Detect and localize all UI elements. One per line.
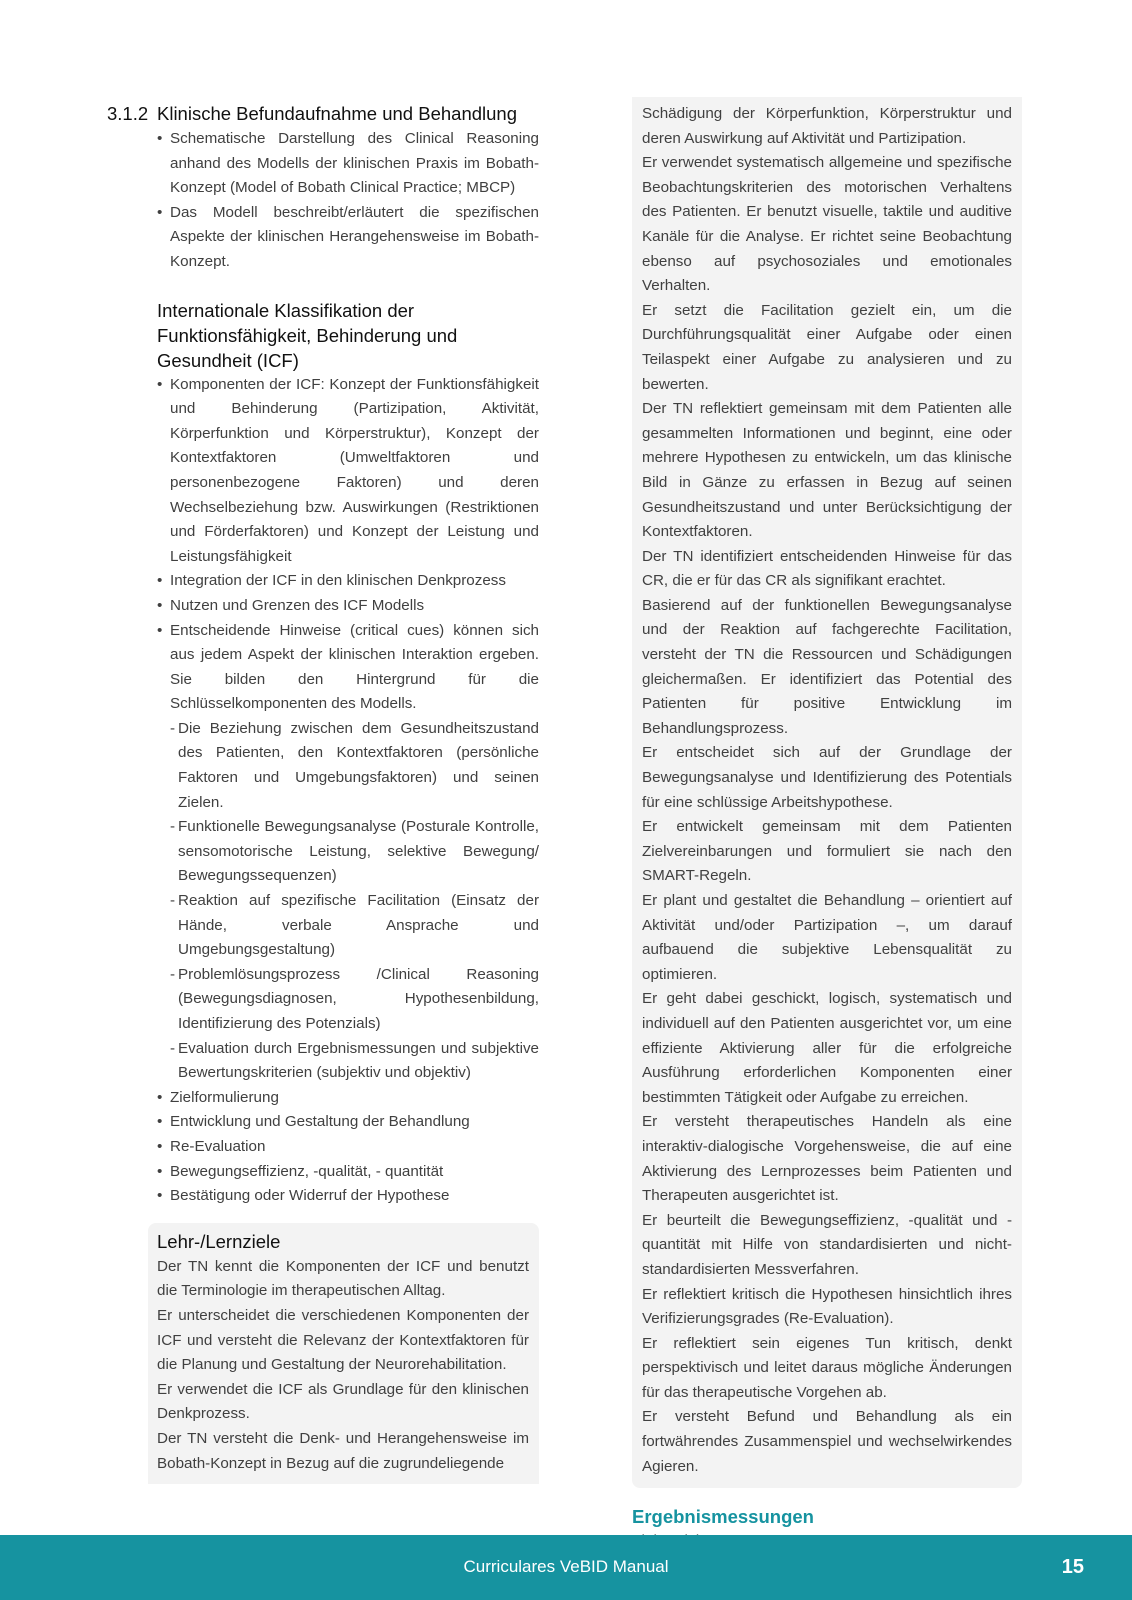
list-item: • Integration der ICF in den klinischen Denkprozess xyxy=(157,569,539,594)
page-number: 15 xyxy=(1061,1556,1084,1578)
goal-paragraph: Der TN identifiziert entscheidenden Hinweise für das CR, die er für das CR als signifikant erachtet. xyxy=(642,547,1012,590)
sub-list-item: - Funktionelle Bewegungsanalyse (Posturale Kontrolle, sensomotorische Leistung, selektive Bewegung/ Bewegungssequenzen) xyxy=(157,815,539,889)
list-item: • Entwicklung und Gestaltung der Behandlung xyxy=(157,1110,539,1135)
icf-list xyxy=(157,373,539,717)
goal-paragraph: Der TN versteht die Denk- und Herangehensweise im Bobath-Konzept in Bezug auf die zugrundeliegende xyxy=(157,1429,529,1472)
section-title: Klinische Befundaufnahme und Behandlung xyxy=(157,103,518,124)
list-item: • Nutzen und Grenzen des ICF Modells xyxy=(157,594,539,619)
sub-list-item: - Reaktion auf spezifische Facilitation (Einsatz der Hände, verbale Ansprache und Umgebungsgestaltung) xyxy=(157,889,539,963)
sub-list-item: - Evaluation durch Ergebnismessungen und subjektive Bewertungskriterien (subjektiv und objektiv) xyxy=(157,1037,539,1086)
section-number: 3.1.2 xyxy=(107,103,149,124)
cue-sublist xyxy=(157,717,539,1086)
goal-paragraph: Der TN kennt die Komponenten der ICF und benutzt die Terminologie im therapeutischen Alltag. xyxy=(157,1257,529,1300)
goal-paragraph: Er verwendet systematisch allgemeine und spezifische Beobachtungskriterien des motorischen Verhaltens des Patienten. Er benutzt visuelle, taktile und auditive Kanäle für die Analyse. Er richtet seine Beobachtung ebenso auf psychosoziales und emotionales Verhalten. xyxy=(642,154,1012,295)
list-item: • Schematische Darstellung des Clinical Reasoning anhand des Modells der klinischen Praxis im Bobath-Konzept (Model of Bobath Clinical Practice; MBCP) xyxy=(157,127,539,201)
list-item: • Re-Evaluation xyxy=(157,1135,539,1160)
goal-paragraph: Er reflektiert sein eigenes Tun kritisch, denkt perspektivisch und leitet daraus mögliche Änderungen für das therapeutische Vorgehen ab. xyxy=(642,1334,1012,1401)
list-item: • Entscheidende Hinweise (critical cues) können sich aus jedem Aspekt der klinischen Interaktion ergeben. Sie bilden den Hintergrund für die Schlüsselkomponenten des Modells. xyxy=(157,619,539,717)
sub-list-item: - Die Beziehung zwischen dem Gesundheitszustand des Patienten, den Kontextfaktoren (persönliche Faktoren und Umgebungsfaktoren) und seinen Zielen. xyxy=(157,717,539,815)
goal-paragraph: Der TN reflektiert gemeinsam mit dem Patienten alle gesammelten Informationen und beginnt, eine oder mehrere Hypothesen zu entwickeln, um das klinische Bild in Gänze zu erfassen in Bezug auf seinen Gesundheitszustand und unter Berücksichtigung der Kontextfaktoren. xyxy=(642,400,1012,541)
icf-heading: Internationale Klassifikation der Funktionsfähigkeit, Behinderung und Gesundheit (ICF) xyxy=(157,299,458,371)
page-footer xyxy=(0,1535,1132,1600)
list-item: • Zielformulierung xyxy=(157,1086,539,1111)
list-item: • Das Modell beschreibt/erläutert die spezifischen Aspekte der klinischen Herangehensweise im Bobath-Konzept. xyxy=(157,201,539,275)
list-item: • Bestätigung oder Widerruf der Hypothese xyxy=(157,1184,539,1209)
goal-paragraph: Er reflektiert kritisch die Hypothesen hinsichtlich ihres Verifizierungsgrades (Re-Evaluation). xyxy=(642,1285,1012,1328)
goal-paragraph: Schädigung der Körperfunktion, Körperstruktur und deren Auswirkung auf Aktivität und Partizipation. xyxy=(642,105,1012,147)
sub-list-item: - Problemlösungsprozess /Clinical Reasoning (Bewegungsdiagnosen, Hypothesenbildung, Identifizierung des Potenzials) xyxy=(157,963,539,1037)
learning-goals-heading: Lehr-/Lernziele xyxy=(157,1230,281,1252)
goal-paragraph: Er verwendet die ICF als Grundlage für den klinischen Denkprozess. xyxy=(157,1380,529,1423)
goal-paragraph: Er entwickelt gemeinsam mit dem Patienten Zielvereinbarungen und formuliert sie nach den SMART-Regeln. xyxy=(642,818,1012,885)
goal-paragraph: Er geht dabei geschickt, logisch, systematisch und individuell auf den Patienten ausgerichtet vor, um eine effiziente Aktivierung aller für die erfolgreiche Ausführung erforderlichen Komponenten einer bestimmten Tätigkeit oder Aufgabe zu erreichen. xyxy=(642,990,1012,1106)
left-column xyxy=(107,101,539,1484)
intro-list xyxy=(157,127,539,275)
goal-paragraph: Er setzt die Facilitation gezielt ein, um die Durchführungsqualität einer Aufgabe oder einen Teilaspekt einer Aufgabe zu analysieren und zu bewerten. xyxy=(642,301,1012,393)
learning-goals-box xyxy=(148,1223,539,1484)
goal-paragraph: Er versteht Befund und Behandlung als ein fortwährendes Zusammenspiel und wechselwirkendes Agieren. xyxy=(642,1408,1012,1475)
goal-paragraph: Er versteht therapeutisches Handeln als eine interaktiv-dialogische Vorgehensweise, die auf eine Aktivierung des Lernprozesses beim Patienten und Therapeuten ausgerichtet ist. xyxy=(642,1113,1012,1205)
learning-goals-continued-box xyxy=(632,97,1022,1488)
intro-block xyxy=(157,127,539,1209)
goal-paragraph: Er plant und gestaltet die Behandlung – orientiert auf Aktivität und/oder Partizipation –, um darauf aufbauend die subjektive Lebensqualität zu optimieren. xyxy=(642,892,1012,983)
footer-title: Curriculares VeBID Manual xyxy=(463,1557,669,1576)
goal-paragraph: Basierend auf der funktionellen Bewegungsanalyse und der Reaktion auf fachgerechte Facilitation, versteht der TN die Ressourcen und Schädigungen gleichermaßen. Er identifiziert das Potential des Patienten für positive Entwicklung im Behandlungsprozess. xyxy=(642,596,1012,737)
more-list xyxy=(157,1086,539,1209)
list-item: • Bewegungseffizienz, -qualität, - quantität xyxy=(157,1160,539,1185)
goal-paragraph: Er unterscheidet die verschiedenen Komponenten der ICF und versteht die Relevanz der Kontextfaktoren für die Planung und Gestaltung der Neurorehabilitation. xyxy=(157,1306,529,1374)
goal-paragraph: Er beurteilt die Bewegungseffizienz, -qualität und -quantität mit Hilfe von standardisierten und nicht-standardisierten Messverfahren. xyxy=(642,1211,1012,1278)
section-heading xyxy=(107,101,539,127)
goal-paragraph: Er entscheidet sich auf der Grundlage der Bewegungsanalyse und Identifizierung des Potentials für eine schlüssige Arbeitshypothese. xyxy=(642,744,1012,811)
list-item: • Komponenten der ICF: Konzept der Funktionsfähigkeit und Behinderung (Partizipation, Aktivität, Körperfunktion und Körperstruktur), Konzept der Kontextfaktoren (Umweltfaktoren und personenbezogene Faktoren) und deren Wechselbeziehung bzw. Auswirkungen (Restriktionen und Förderfaktoren) und Konzept der Leistung und Leistungsfähigkeit xyxy=(157,373,539,570)
results-heading: Ergebnismessungen xyxy=(632,1506,814,1528)
right-column xyxy=(632,97,1022,1579)
